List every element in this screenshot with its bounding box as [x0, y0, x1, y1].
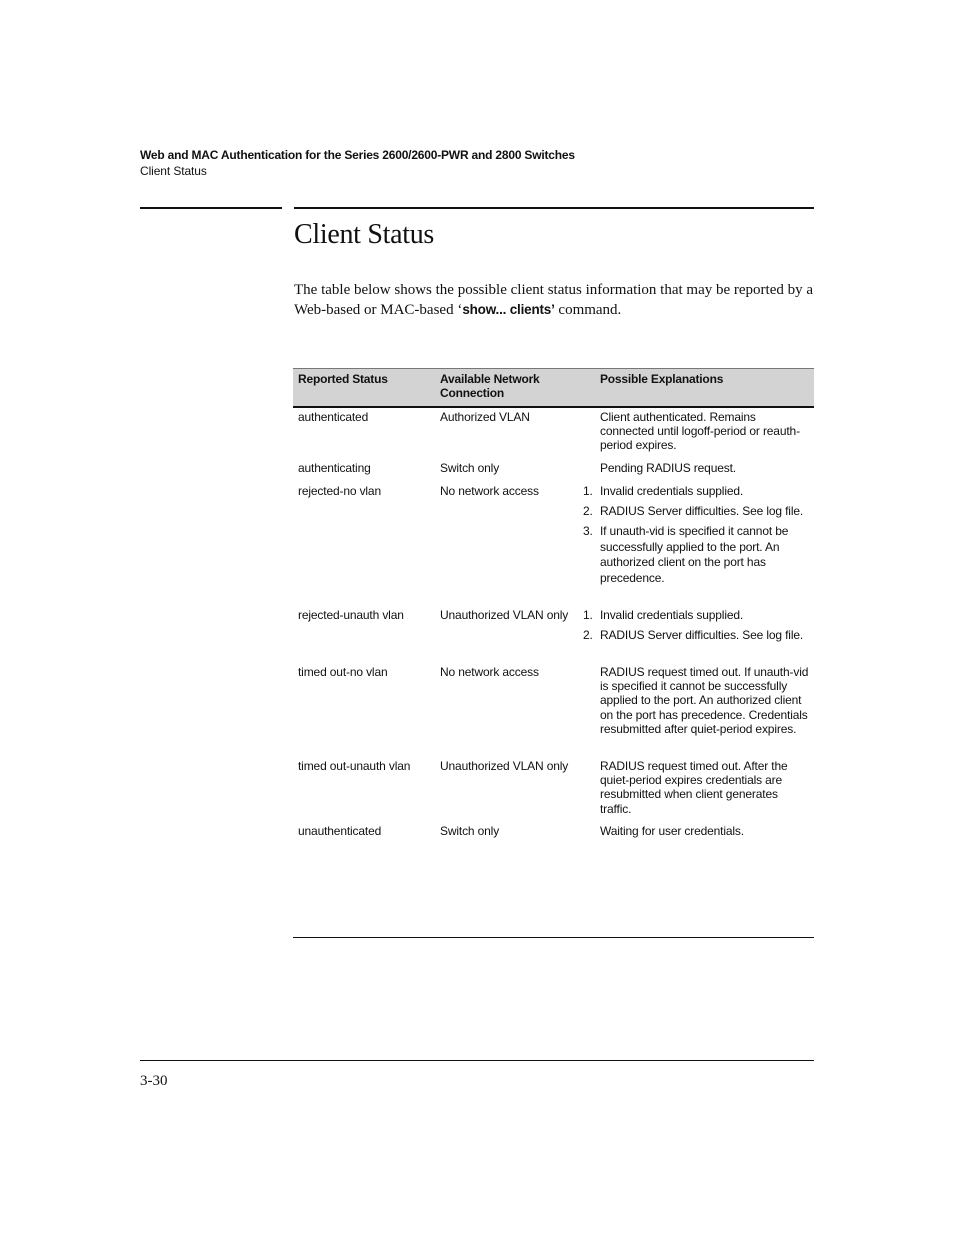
list-text: RADIUS Server difficulties. See log file.	[600, 504, 804, 518]
list-number: 2.	[583, 628, 593, 642]
cell-status: rejected-no vlan	[298, 484, 381, 498]
table-row	[293, 461, 814, 484]
intro-text-end: command.	[554, 302, 622, 318]
list-item	[583, 504, 812, 520]
intro-text: The table below shows the possible client status information that may be reported by a Web-based or MAC-based ‘	[294, 282, 814, 318]
cell-explanation	[600, 759, 812, 816]
list-number: 1.	[583, 484, 593, 498]
table-row	[293, 410, 814, 461]
cell-connection: No network access	[440, 484, 539, 498]
cell-connection: Unauthorized VLAN only	[440, 608, 569, 622]
list-item	[583, 484, 812, 500]
list-item	[583, 524, 812, 586]
page-number: 3-30	[140, 1073, 168, 1089]
explanation-text: RADIUS request timed out. If unauth-vid is specified it cannot be successfully applied to the port. An authorized client on the port has precedence. Credentials resubmitted after quiet-period expires.	[600, 665, 809, 736]
column-header-network-connection: Available Network Connection	[440, 372, 540, 400]
explanation-text: Pending RADIUS request.	[600, 461, 736, 475]
cell-explanation	[600, 824, 812, 838]
cell-status: authenticating	[298, 461, 371, 475]
client-status-table	[293, 368, 814, 844]
header-rule-left	[140, 207, 282, 209]
list-number: 3.	[583, 524, 593, 538]
explanation-text: Waiting for user credentials.	[600, 824, 744, 838]
list-text: Invalid credentials supplied.	[600, 608, 744, 622]
table-row	[293, 759, 814, 824]
cell-explanation	[600, 410, 812, 453]
cell-status: timed out-no vlan	[298, 665, 388, 679]
intro-paragraph	[294, 281, 814, 320]
explanation-list	[583, 608, 812, 644]
table-header	[293, 368, 814, 408]
table-row	[293, 665, 814, 759]
footer-rule	[140, 1060, 814, 1061]
explanation-text: RADIUS request timed out. After the quiet-period expires credentials are resubmitted when client generates traffic.	[600, 759, 788, 816]
cell-status: timed out-unauth vlan	[298, 759, 411, 773]
header-rule-main	[294, 207, 814, 209]
cell-connection: Unauthorized VLAN only	[440, 759, 569, 773]
list-item	[583, 628, 812, 644]
table-row	[293, 484, 814, 608]
running-header-subtitle: Client Status	[140, 164, 207, 178]
list-number: 2.	[583, 504, 593, 518]
cell-connection: No network access	[440, 665, 539, 679]
cell-explanation	[600, 665, 812, 736]
list-number: 1.	[583, 608, 593, 622]
section-heading: Client Status	[294, 219, 434, 250]
running-header-title: Web and MAC Authentication for the Series 2600/2600-PWR and 2800 Switches	[140, 148, 575, 162]
table-row	[293, 608, 814, 665]
cell-explanation	[600, 461, 812, 475]
cell-status: unauthenticated	[298, 824, 382, 838]
list-item	[583, 608, 812, 624]
list-text: RADIUS Server difficulties. See log file.	[600, 628, 804, 642]
cell-connection: Switch only	[440, 461, 500, 475]
column-header-explanations: Possible Explanations	[600, 372, 724, 386]
list-text: Invalid credentials supplied.	[600, 484, 744, 498]
cell-connection: Switch only	[440, 824, 500, 838]
section-end-rule	[293, 937, 814, 938]
cell-explanation	[583, 484, 812, 591]
cell-status: rejected-unauth vlan	[298, 608, 404, 622]
list-text: If unauth-vid is specified it cannot be successfully applied to the port. An authorized client on the port has precedence.	[600, 524, 789, 585]
cell-connection: Authorized VLAN	[440, 410, 530, 424]
column-header-reported-status: Reported Status	[298, 372, 388, 386]
explanation-list	[583, 484, 812, 586]
cell-status: authenticated	[298, 410, 369, 424]
table-row	[293, 824, 814, 844]
cell-explanation	[583, 608, 812, 648]
explanation-text: Client authenticated. Remains connected until logoff-period or reauth-period expires.	[600, 410, 800, 453]
command-text: show... clients’	[462, 302, 555, 317]
